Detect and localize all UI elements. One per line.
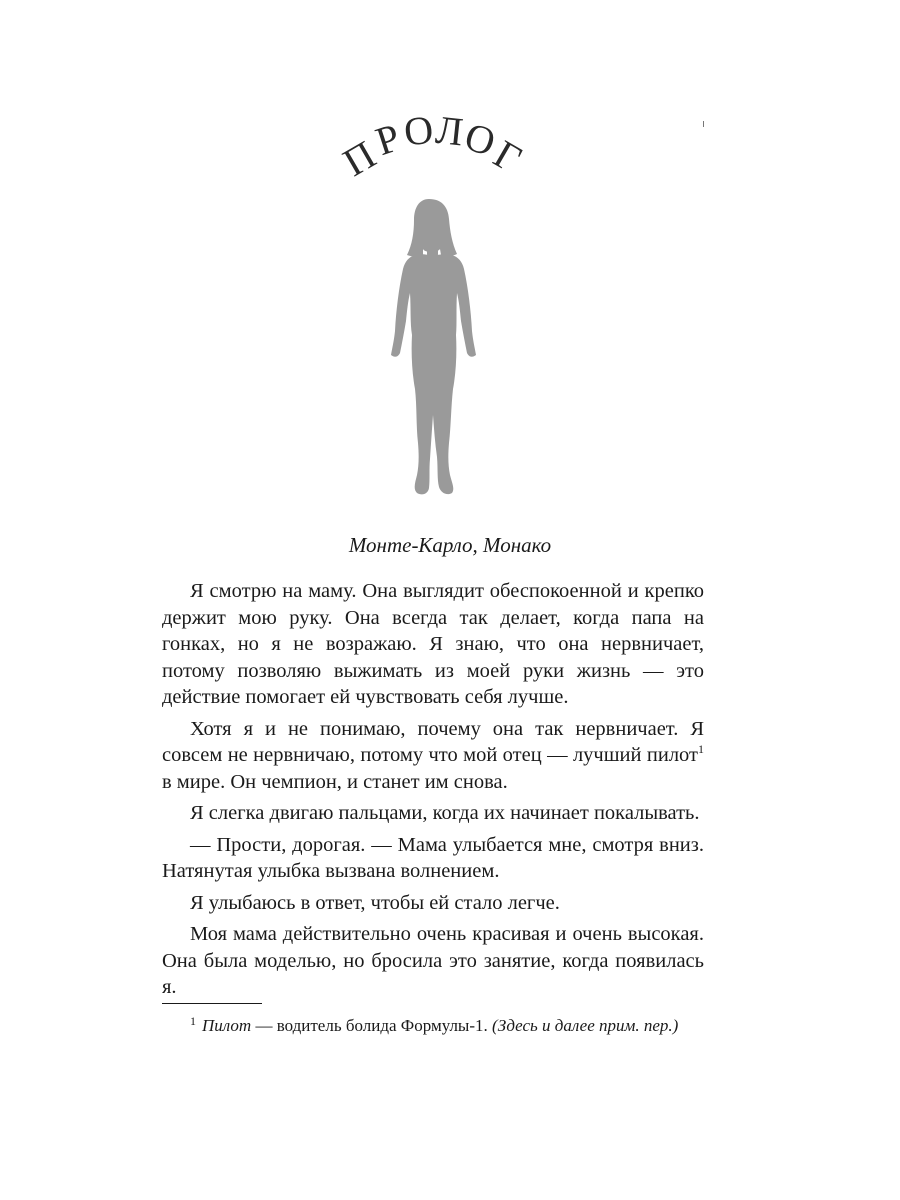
heading-letter: О: [401, 106, 436, 155]
heading-letter: П: [335, 131, 384, 186]
pilot-word: пилот: [646, 744, 698, 766]
footnote-number: 1: [190, 1014, 196, 1028]
paragraph-text: Хотя я и не понимаю, почему она так нервничает. Я совсем не нервничаю, потому что мой отец — лучший: [162, 717, 704, 766]
heading-letter: Р: [370, 114, 406, 164]
paragraph-text: в мире. Он чемпион, и станет им снова.: [162, 770, 508, 793]
footnote-text: — водитель болида Формулы-1.: [251, 1016, 493, 1035]
footnote-note: (Здесь и далее прим. пер.): [492, 1016, 679, 1035]
heading-letter: Г: [486, 131, 530, 182]
footnote-reference[interactable]: 1: [698, 742, 704, 756]
paragraph: — Прости, дорогая. — Мама улыбается мне, смотря вниз. Натянутая улыбка вызвана волнением.: [162, 833, 704, 882]
heading-letter: Л: [433, 106, 466, 155]
location-subtitle: Монте-Карло, Монако: [348, 533, 552, 557]
heading-letter: О: [459, 113, 501, 166]
footnote-term: Пилот: [202, 1016, 252, 1035]
footnote: [162, 1014, 704, 1037]
paragraph: [162, 716, 704, 796]
printer-mark: [703, 121, 704, 127]
chapter-body: [162, 578, 704, 1006]
paragraph: Моя мама действительно очень красивая и очень высокая. Она была моделью, но бросила это занятие, когда появилась я.: [162, 923, 704, 998]
paragraph: Я улыбаюсь в ответ, чтобы ей стало легче.: [190, 891, 560, 914]
paragraph: Я слегка двигаю пальцами, когда их начинает покалывать.: [190, 802, 700, 824]
footnote-divider: [162, 1003, 262, 1004]
woman-silhouette-icon: [385, 193, 480, 505]
paragraph: Я смотрю на маму. Она выглядит обеспокоенной и крепко держит мою руку. Она всегда так делает, когда папа на гонках, но я не возражаю. Я знаю, что она нервничает, потому позволяю выжимать из моей руки жизнь — это действие помогает ей чувствовать себя лучше.: [162, 580, 704, 708]
chapter-heading: [330, 96, 530, 196]
